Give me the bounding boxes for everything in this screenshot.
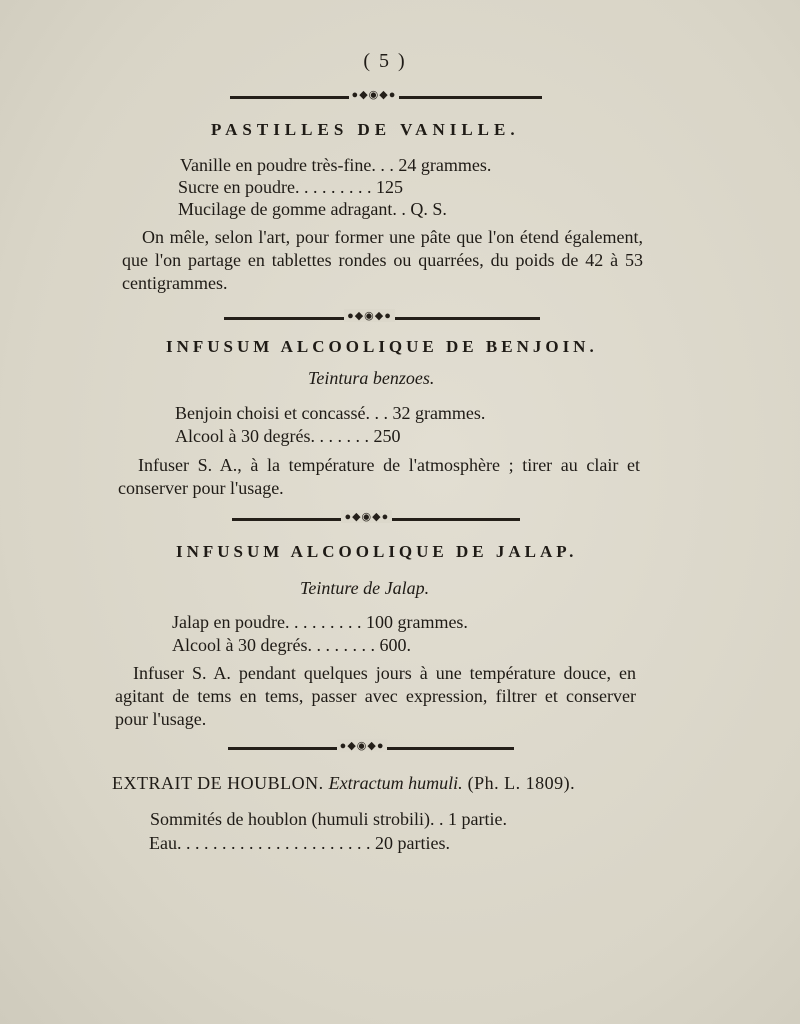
ingredient-line: Alcool à 30 degrés. . . . . . . 250 bbox=[175, 426, 401, 446]
section-title-jalap: INFUSUM ALCOOLIQUE DE JALAP. bbox=[176, 542, 578, 561]
extrait-reference: (Ph. L. 1809). bbox=[467, 773, 576, 793]
section-title-vanille: PASTILLES DE VANILLE. bbox=[211, 120, 520, 139]
ingredient-line: Sucre en poudre. . . . . . . . . 125 bbox=[178, 177, 403, 197]
section-subtitle-jalap: Teinture de Jalap. bbox=[300, 578, 430, 598]
ornament-divider bbox=[230, 92, 542, 104]
ingredient-line: Benjoin choisi et concassé. . . 32 grammes. bbox=[175, 403, 486, 423]
paragraph-vanille: On mêle, selon l'art, pour former une pâte que l'on étend également, que l'on partage en tablettes rondes ou quarrées, du poids de 42 à 53 centigrammes. bbox=[122, 227, 643, 293]
ingredient-line: Jalap en poudre. . . . . . . . . 100 grammes. bbox=[172, 612, 468, 632]
section-title-houblon bbox=[112, 773, 575, 794]
ornament-divider bbox=[232, 514, 520, 526]
ingredient-line: Eau. . . . . . . . . . . . . . . . . . . . . . 20 parties. bbox=[149, 833, 450, 853]
paragraph-jalap: Infuser S. A. pendant quelques jours à une température douce, en agitant de tems en tems, passer avec expression, filtrer et conserver pour l'usage. bbox=[115, 663, 636, 729]
ornament-divider bbox=[224, 313, 540, 325]
ingredient-line: Sommités de houblon (humuli strobili). . 1 partie. bbox=[150, 809, 507, 829]
ingredient-line: Alcool à 30 degrés. . . . . . . . 600. bbox=[172, 635, 411, 655]
paragraph-benjoin: Infuser S. A., à la température de l'atmosphère ; tirer au clair et conserver pour l'usage. bbox=[118, 455, 640, 498]
ornament-divider bbox=[228, 743, 514, 755]
section-title-benjoin: INFUSUM ALCOOLIQUE DE BENJOIN. bbox=[166, 337, 598, 356]
section-subtitle-benjoin: Teintura benzoes. bbox=[308, 368, 435, 388]
page-number: ( 5 ) bbox=[363, 50, 407, 72]
ingredient-line: Mucilage de gomme adragant. . Q. S. bbox=[178, 199, 447, 219]
extrait-title: EXTRAIT DE HOUBLON. bbox=[112, 773, 324, 793]
extrait-latin: Extractum humuli. bbox=[328, 773, 463, 793]
ingredient-line: Vanille en poudre très-fine. . . 24 grammes. bbox=[180, 155, 492, 175]
